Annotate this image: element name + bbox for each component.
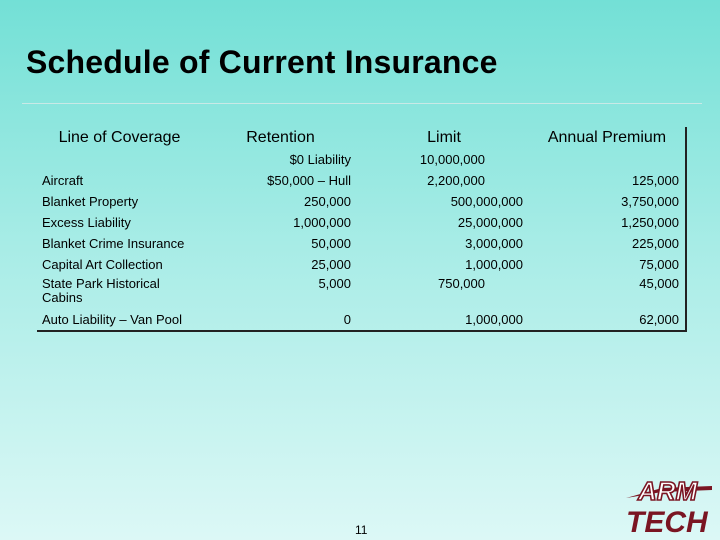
header-annual-premium: Annual Premium bbox=[547, 129, 667, 146]
logo-text-tech: TECH bbox=[626, 506, 708, 536]
coverage-cell: Excess Liability bbox=[42, 214, 131, 230]
header-line-of-coverage: Line of Coverage bbox=[58, 129, 181, 146]
premium-cell: 1,250,000 bbox=[621, 214, 679, 230]
limit-cell: 750,000 bbox=[438, 276, 485, 291]
table-row bbox=[37, 309, 686, 331]
retention-cell: 25,000 bbox=[311, 256, 351, 272]
table-row bbox=[37, 233, 686, 254]
title-divider bbox=[22, 103, 702, 104]
retention-cell: $0 Liability bbox=[289, 151, 351, 167]
coverage-cell: State Park Historical Cabins bbox=[42, 276, 160, 305]
coverage-cell: Aircraft bbox=[42, 172, 84, 188]
coverage-cell bbox=[37, 149, 202, 170]
page-number: 11 bbox=[355, 523, 368, 537]
coverage-cell: Blanket Crime Insurance bbox=[42, 235, 185, 251]
table-row bbox=[37, 254, 686, 275]
premium-cell: 3,750,000 bbox=[621, 193, 679, 209]
table-header-row bbox=[37, 127, 686, 149]
coverage-cell: Capital Art Collection bbox=[42, 256, 163, 272]
retention-cell: 0 bbox=[343, 311, 351, 327]
table-row bbox=[37, 149, 686, 170]
retention-cell: 250,000 bbox=[304, 193, 351, 209]
header-limit: Limit bbox=[427, 129, 461, 146]
armtech-logo bbox=[622, 466, 714, 536]
premium-cell: 45,000 bbox=[639, 276, 679, 291]
limit-cell: 3,000,000 bbox=[465, 235, 523, 251]
premium-cell: 125,000 bbox=[632, 172, 679, 188]
header-retention: Retention bbox=[246, 129, 315, 146]
table-row bbox=[37, 275, 686, 309]
insurance-schedule-table bbox=[37, 127, 687, 332]
premium-cell: 62,000 bbox=[639, 311, 679, 327]
premium-cell: 225,000 bbox=[632, 235, 679, 251]
coverage-cell: Blanket Property bbox=[42, 193, 139, 209]
limit-cell: 1,000,000 bbox=[465, 311, 523, 327]
limit-cell: 10,000,000 bbox=[419, 151, 485, 167]
coverage-cell: Auto Liability – Van Pool bbox=[42, 311, 182, 327]
limit-cell: 2,200,000 bbox=[427, 172, 485, 188]
limit-cell: 500,000,000 bbox=[450, 193, 523, 209]
retention-cell: 5,000 bbox=[318, 276, 351, 291]
retention-cell: 50,000 bbox=[311, 235, 351, 251]
table-row bbox=[37, 212, 686, 233]
premium-cell: 75,000 bbox=[639, 256, 679, 272]
retention-cell: 1,000,000 bbox=[293, 214, 351, 230]
premium-cell bbox=[529, 149, 686, 170]
limit-cell: 25,000,000 bbox=[457, 214, 523, 230]
table-row bbox=[37, 170, 686, 191]
logo-text-arm: ARM bbox=[638, 476, 698, 506]
limit-cell: 1,000,000 bbox=[465, 256, 523, 272]
slide-title: Schedule of Current Insurance bbox=[26, 44, 498, 80]
table-row bbox=[37, 191, 686, 212]
retention-cell: $50,000 – Hull bbox=[267, 172, 351, 188]
